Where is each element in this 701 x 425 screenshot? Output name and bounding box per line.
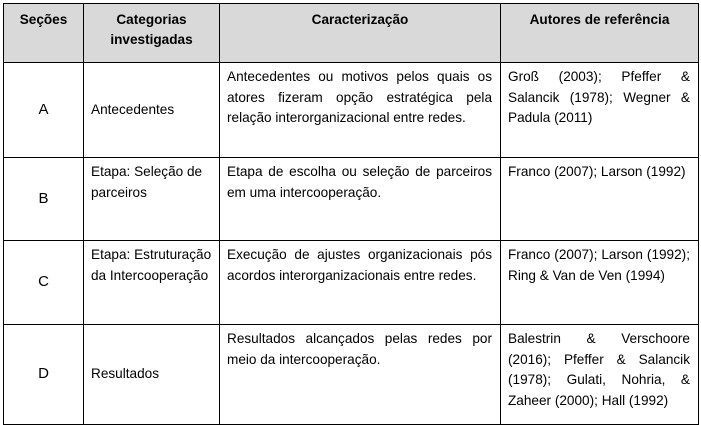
cell-caracterizacao: Etapa de escolha ou seleção de parceiros em uma intercooperação. [220, 158, 501, 241]
table-header-row [4, 4, 699, 63]
cell-autores: Franco (2007); Larson (1992) [501, 158, 699, 241]
cell-categoria: Antecedentes [84, 63, 220, 158]
cell-secao: B [4, 158, 84, 241]
cell-caracterizacao: Resultados alcançados pelas redes por meio da intercooperação. [220, 325, 501, 425]
cell-caracterizacao: Execução de ajustes organizacionais pós acordos interorganizacionais entre redes. [220, 241, 501, 325]
table-row [4, 325, 699, 425]
table-row [4, 158, 699, 241]
header-categorias: Categorias investigadas [84, 4, 220, 63]
cell-categoria: Etapa: Estruturação da Intercooperação [84, 241, 220, 325]
cell-caracterizacao: Antecedentes ou motivos pelos quais os atores fizeram opção estratégica pela relação interorganizacional entre redes. [220, 63, 501, 158]
cell-categoria: Etapa: Seleção de parceiros [84, 158, 220, 241]
header-secoes: Seções [4, 4, 84, 63]
cell-secao: C [4, 241, 84, 325]
research-categories-table [3, 3, 699, 425]
header-caracterizacao: Caracterização [220, 4, 501, 63]
cell-secao: A [4, 63, 84, 158]
header-autores: Autores de referência [501, 4, 699, 63]
cell-secao: D [4, 325, 84, 425]
table-row [4, 63, 699, 158]
cell-categoria: Resultados [84, 325, 220, 425]
cell-autores: Balestrin & Verschoore (2016); Pfeffer & Salancik (1978); Gulati, Nohria, & Zaheer (2000); Hall (1992) [501, 325, 699, 425]
table-row [4, 241, 699, 325]
cell-autores: Groß (2003); Pfeffer & Salancik (1978); Wegner & Padula (2011) [501, 63, 699, 158]
cell-autores: Franco (2007); Larson (1992); Ring & Van de Ven (1994) [501, 241, 699, 325]
